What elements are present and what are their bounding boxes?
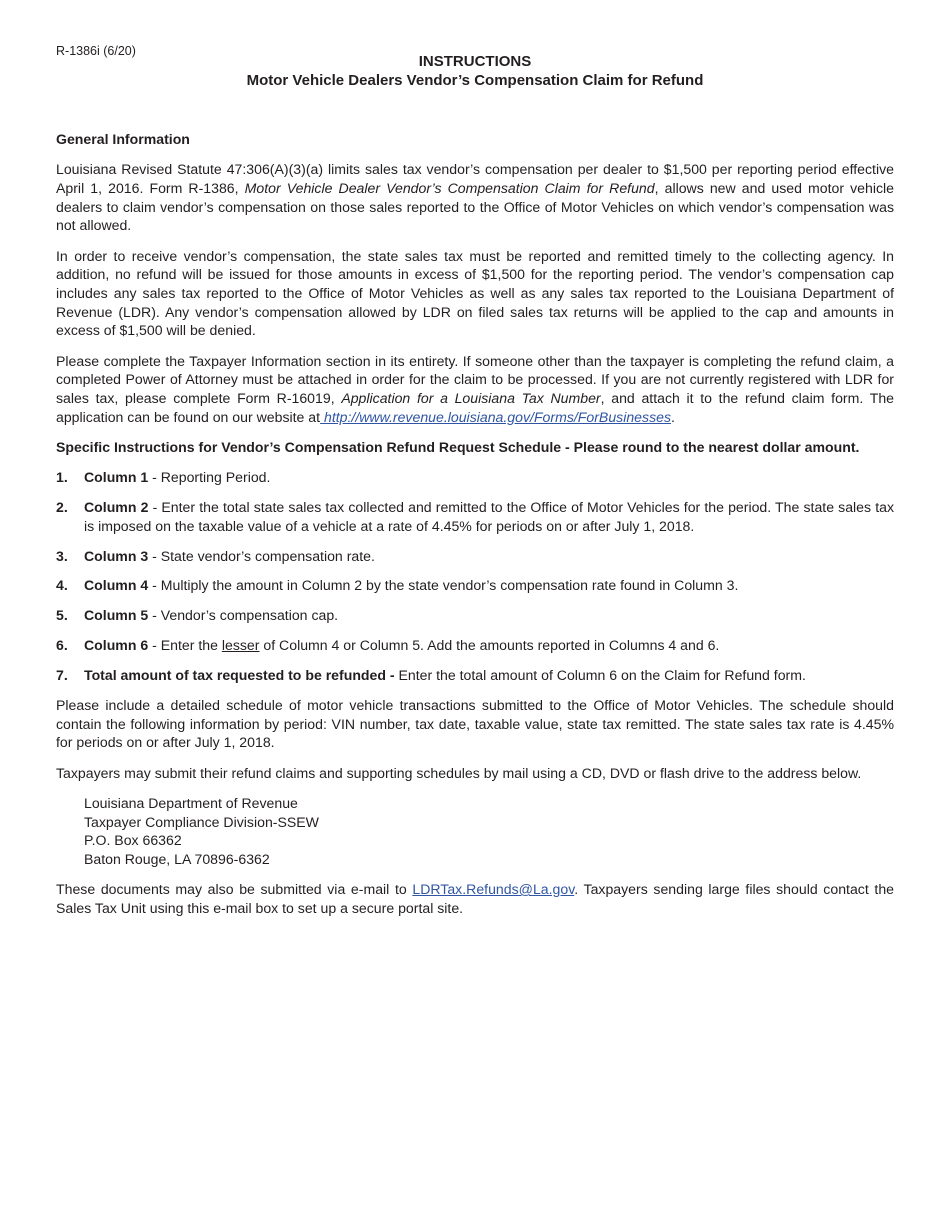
item-text: - State vendor’s compensation rate. xyxy=(148,547,375,564)
page-subtitle: Motor Vehicle Dealers Vendor’s Compensation Claim for Refund xyxy=(246,72,704,89)
text-run: These documents may also be submitted via e-mail to xyxy=(56,881,413,898)
item-label: Column 2 xyxy=(84,498,149,515)
item-number: 4. xyxy=(56,577,68,594)
specific-instructions-heading: Specific Instructions for Vendor’s Compensation Refund Request Schedule - Please round to the nearest dollar amount. xyxy=(56,438,860,455)
forms-website-link[interactable]: http://www.revenue.louisiana.gov/Forms/ForBusinesses xyxy=(320,408,671,425)
item-label: Total amount of tax requested to be refunded - xyxy=(84,667,395,684)
instructions-body xyxy=(56,130,894,929)
item-label: Column 5 xyxy=(84,607,149,624)
general-info-paragraph-1 xyxy=(56,160,894,235)
item-text: - Enter the total state sales tax collected and remitted to the Office of Motor Vehicles for the period. The state sales tax is imposed on the taxable value of a vehicle at a rate of 4.45% for periods on or after July 1, 2018. xyxy=(84,498,894,534)
list-item xyxy=(56,468,894,487)
item-label: Column 3 xyxy=(84,547,149,564)
form-id: R-1386i (6/20) xyxy=(56,44,136,58)
schedule-paragraph: Please include a detailed schedule of motor vehicle transactions submitted to the Office of Motor Vehicles. The schedule should contain the following information by period: VIN number, tax date, taxable value, state tax remitted. The state sales tax rate is 4.45% for periods on or after July 1, 2018. xyxy=(56,696,894,751)
item-text: - Vendor’s compensation cap. xyxy=(148,607,339,624)
column-instructions-list xyxy=(56,468,894,685)
list-item xyxy=(56,606,894,625)
text-run: , and attach it to the refund claim form. The application can be found on our website at xyxy=(56,389,894,425)
item-label: Column 1 xyxy=(84,469,149,486)
address-line: Louisiana Department of Revenue xyxy=(84,794,298,811)
item-text: Enter the total amount of Column 6 on the Claim for Refund form. xyxy=(394,667,806,684)
text-run: Louisiana Revised Statute 47:306(A)(3)(a) limits sales tax vendor’s compensation per dealer to $1,500 per reporting period effective April 1, 2016. Form R-1386, xyxy=(56,161,894,196)
item-number: 6. xyxy=(56,637,68,654)
mail-paragraph: Taxpayers may submit their refund claims and supporting schedules by mail using a CD, DVD or flash drive to the address below. xyxy=(56,764,862,781)
item-number: 3. xyxy=(56,547,68,564)
address-line: Baton Rouge, LA 70896-6362 xyxy=(84,850,270,867)
text-run: Please complete the Taxpayer Information section in its entirety. If someone other than the taxpayer is completing the refund claim, a completed Power of Attorney must be attached in order for the claim to be processed. If you are not currently registered with LDR for sales tax, please complete Form R-16019, xyxy=(56,352,894,406)
emphasis-underline: lesser xyxy=(221,637,260,654)
page-titles xyxy=(0,52,950,90)
general-info-paragraph-3 xyxy=(56,352,894,427)
item-text: - Reporting Period. xyxy=(148,469,271,486)
form-name-italic: Motor Vehicle Dealer Vendor’s Compensation Claim for Refund xyxy=(244,179,655,196)
text-run: . xyxy=(671,408,675,425)
address-line: P.O. Box 66362 xyxy=(84,832,182,849)
address-line: Taxpayer Compliance Division-SSEW xyxy=(84,813,319,830)
email-paragraph xyxy=(56,880,894,917)
item-text: - Multiply the amount in Column 2 by the state vendor’s compensation rate found in Column 3. xyxy=(148,577,739,594)
mailing-address xyxy=(84,794,894,869)
application-name-italic: Application for a Louisiana Tax Number xyxy=(341,389,601,406)
list-item xyxy=(56,547,894,566)
text-run: . Taxpayers sending large files should contact the Sales Tax Unit using this e-mail box to set up a secure portal site. xyxy=(56,881,894,916)
general-info-paragraph-2: In order to receive vendor’s compensation, the state sales tax must be reported and remitted timely to the collecting agency. In addition, no refund will be issued for those amounts in excess of $1,500 for the reporting period. The vendor’s compensation cap includes any sales tax reported to the Office of Motor Vehicles as well as any sales tax reported to the Louisiana Department of Revenue (LDR). Any vendor’s compensation allowed by LDR on filed sales tax returns will be applied to the cap and amounts in excess of $1,500 will be denied. xyxy=(56,247,894,339)
item-number: 7. xyxy=(56,667,68,684)
page-title: INSTRUCTIONS xyxy=(418,53,532,70)
list-item xyxy=(56,636,894,655)
item-number: 2. xyxy=(56,498,68,515)
item-number: 5. xyxy=(56,607,68,624)
general-info-heading: General Information xyxy=(56,131,190,147)
list-item xyxy=(56,498,894,535)
list-item xyxy=(56,576,894,595)
refunds-email-link[interactable]: LDRTax.Refunds@La.gov xyxy=(412,881,575,898)
item-label: Column 6 xyxy=(84,637,149,654)
text-run: , allows new and used motor vehicle dealers to claim vendor’s compensation on those sales reported to the Office of Motor Vehicles on which vendor’s compensation was not allowed. xyxy=(56,179,894,234)
item-label: Column 4 xyxy=(84,577,149,594)
item-text: of Column 4 or Column 5. Add the amounts reported in Columns 4 and 6. xyxy=(259,637,720,654)
item-number: 1. xyxy=(56,469,68,486)
item-text: - Enter the xyxy=(148,637,222,654)
list-item xyxy=(56,666,894,685)
